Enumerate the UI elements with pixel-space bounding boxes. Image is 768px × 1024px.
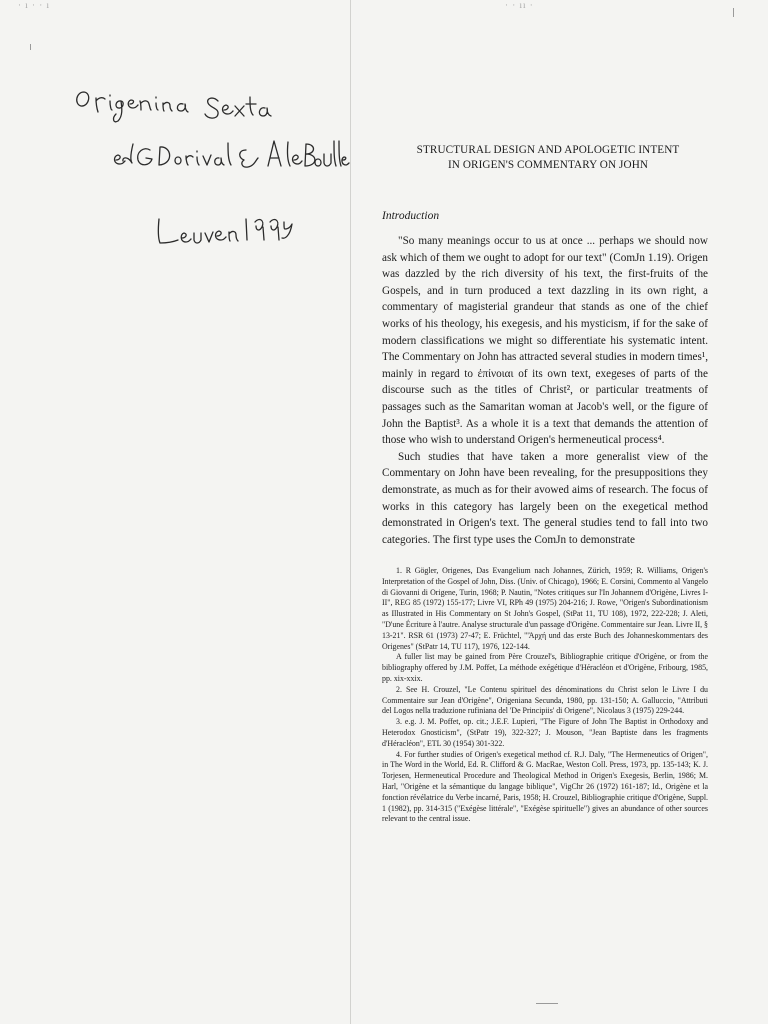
page-fold-line bbox=[350, 0, 351, 1024]
footnote: A fuller list may be gained from Père Crouzel's, Bibliographie critique d'Origène, or from the bibliography offered by J.M. Poffet, La méthode exégétique d'Héracléon et d'Origène, Fribourg, 1985, pp. xix-xxix. bbox=[382, 652, 708, 683]
scan-mark-left: · ı · · ı bbox=[18, 0, 50, 10]
article-body bbox=[382, 233, 708, 548]
scan-speck bbox=[536, 1003, 558, 1004]
footnotes bbox=[382, 566, 708, 825]
handwritten-line-2 bbox=[114, 141, 349, 167]
scan-speck bbox=[30, 44, 31, 50]
article-title bbox=[388, 143, 708, 173]
footnote: 4. For further studies of Origen's exegetical method cf. R.J. Daly, "The Hermeneutics of Origen", in The Word in the World, Ed. R. Clifford & G. MacRae, Weston Coll. Press, 1973, pp. 135-143; K. J. Torjesen, Hermeneutical Procedure and Theological Method in Origen's Exegesis, Berlin, 1986; M. Harl, "Origène et la sémantique du langage biblique", VigChr 26 (1972) 161-187; Id., Origène et la fonction révélatrice du Verbe incarné, Paris, 1958; H. Crouzel, Bibliographie critique d'Origène, Suppl. 1 (1982), pp. 314-315 ("Exégèse littérale", "Exégèse spirituelle") gives an abundance of other sources relevant to the central issue. bbox=[382, 749, 708, 824]
title-line-1: STRUCTURAL DESIGN AND APOLOGETIC INTENT bbox=[416, 144, 680, 156]
handwritten-line-3 bbox=[158, 219, 292, 243]
handwritten-note bbox=[0, 0, 350, 280]
scan-mark-right: · · ıı · bbox=[505, 0, 534, 10]
scan-speck bbox=[733, 8, 734, 17]
footnote: 2. See H. Crouzel, "Le Contenu spirituel des dénominations du Christ selon le Livre I du Commentaire sur Jean d'Origène", Origeniana Secunda, 1980, pp. 131-150; A. Galluccio, "Attributi del Logos nella traduzione rufiniana del 'De Principiis' di Origene", Nicolaus 3 (1975) 229-244. bbox=[382, 684, 708, 716]
body-paragraph: Such studies that have taken a more generalist view of the Commentary on John have been revealing, for the presuppositions they demonstrate, as much as for their avowed aims of research. The focus of works in this category has largely been on the exegetical method demonstrated in Origen's text. The general studies tend to fall into two categories. The first type uses the ComJn to demonstrate bbox=[382, 450, 708, 546]
footnote: 1. R Gögler, Origenes, Das Evangelium nach Johannes, Zürich, 1959; R. Williams, Origen's Interpretation of the Gospel of John, Diss. (Univ. of Chicago), 1966; E. Corsini, Commento al Vangelo di Giovanni di Origene, Turin, 1968; P. Nautin, "Notes critiques sur l'In Johannem d'Origène, Livres I-II", REG 85 (1972) 155-177; Livre VI, RPh 49 (1975) 204-216; J. Rowe, "Origen's Subordinationism as Illustrated in His Commentary on St John's Gospel, (StPat 11, TU 108), 1972, 222-228; J. Aleti, "D'une Écriture à l'autre. Analyse structurale d'un passage d'Origène. Commentaire sur Jean. Livre II, § 13-21". RSR 61 (1973) 27-47; E. Früchtel, "'Ἀρχή und das erste Buch des Johanneskommentars des Origenes" (StPatr 14, TU 117), 1976, 122-144. bbox=[382, 566, 708, 651]
title-line-2: IN ORIGEN'S COMMENTARY ON JOHN bbox=[447, 159, 649, 171]
handwritten-line-1 bbox=[77, 92, 271, 122]
footnote: 3. e.g. J. M. Poffet, op. cit.; J.E.F. Lupieri, "The Figure of John The Baptist in Orthodoxy and Heterodox Gnosticism", (StPatr 19), 322-327; J. Mouson, "Jean Baptiste dans les fragments d'Héracléon", ETL 30 (1954) 301-322. bbox=[382, 717, 708, 748]
section-heading: Introduction bbox=[382, 210, 440, 222]
body-paragraph: "So many meanings occur to us at once ... perhaps we should now ask which of them we ought to adopt for our text" (ComJn 1.19). Origen was dazzled by the rich diversity of his text, the first-fruits of the Gospels, and in turn produced a text dazzling in its own right, a commentary of magisterial grandeur that stands as one of the chief works of his theology, his exegesis, and his mysticism, if for the sake of modern classifications we might so differentiate his systematic intent. The Commentary on John has attracted several studies in modern times¹, mainly in regard to ἐπίνοιαι of its own text, exegeses of parts of the discourse such as the titles of Christ², or particular treatments of passages such as the Samaritan woman at Jacob's well, or the figure of John the Baptist³. As a whole it is a text that demands the attention of those who wish to understand Origen's hermeneutical process⁴. bbox=[382, 235, 708, 447]
